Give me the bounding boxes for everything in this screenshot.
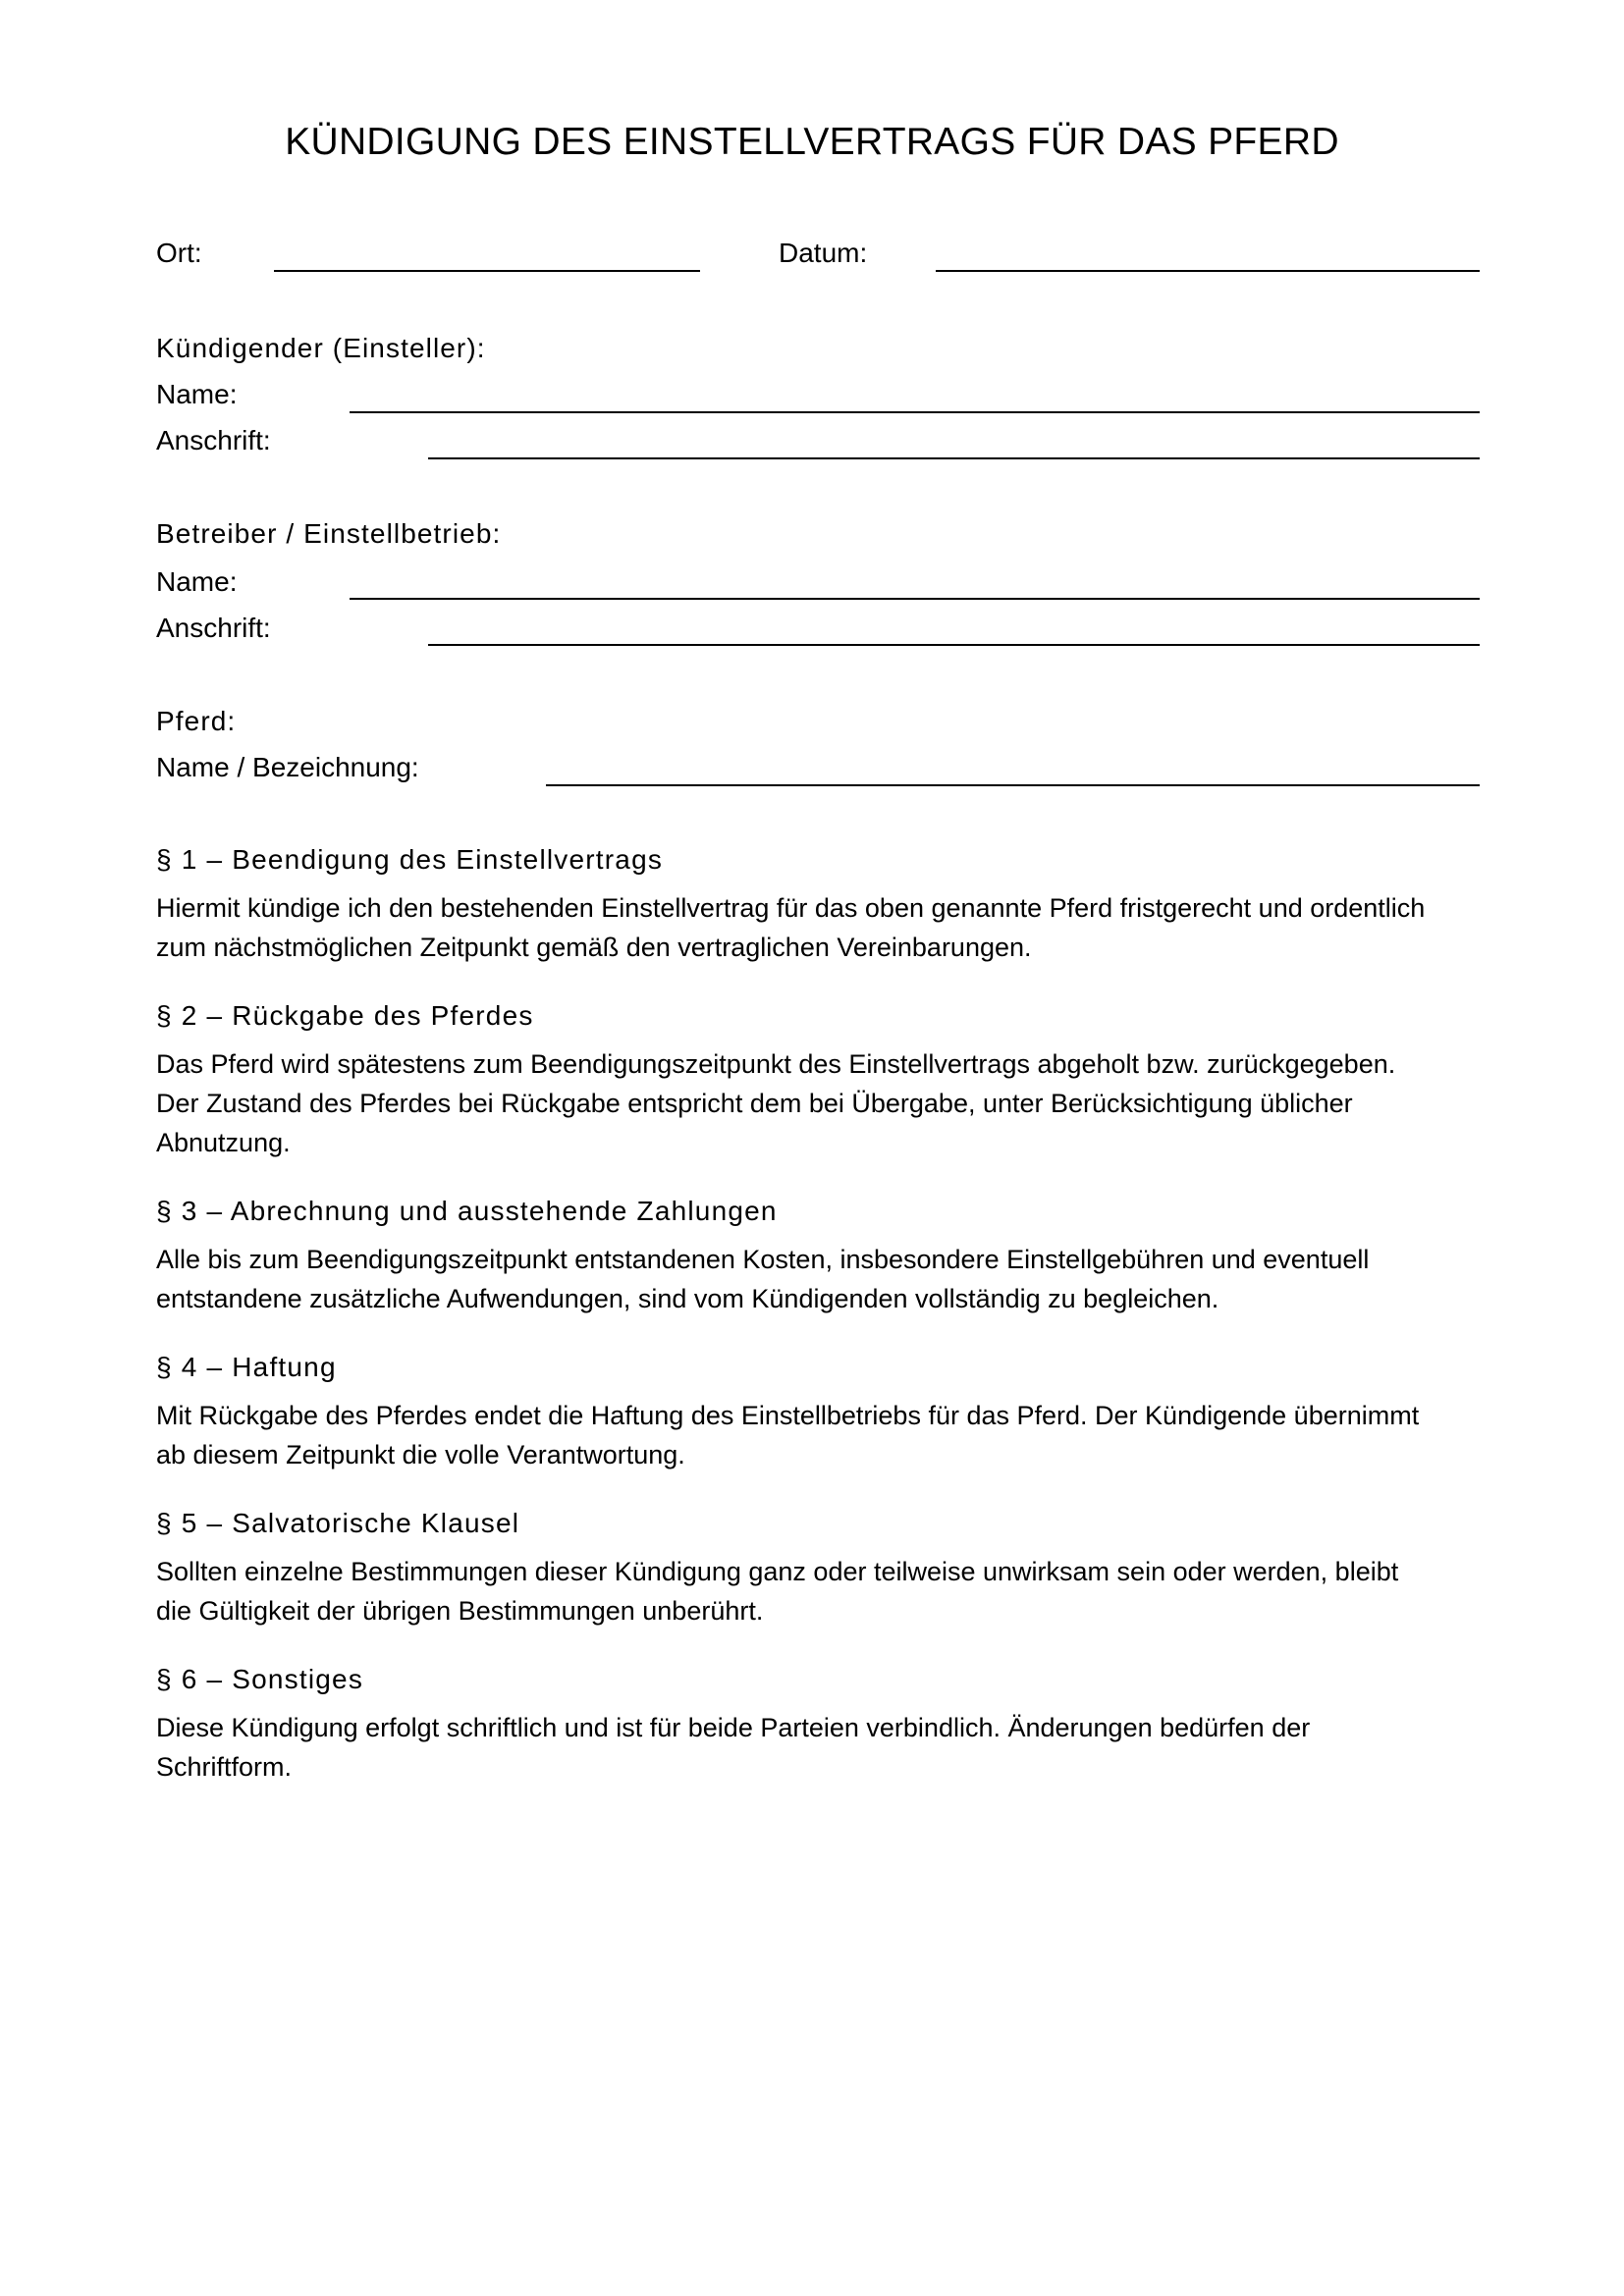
section-5-line: Sollten einzelne Bestimmungen dieser Kündigung ganz oder teilweise unwirksam sein oder werden, bleibt: [156, 1557, 1399, 1586]
section-2-line: Der Zustand des Pferdes bei Rückgabe entspricht dem bei Übergabe, unter Berücksichtigung üblicher: [156, 1089, 1353, 1118]
betreiber-name-label: Name:: [156, 566, 238, 597]
section-3-line: entstandene zusätzliche Aufwendungen, sind vom Kündigenden vollständig zu begleichen.: [156, 1284, 1219, 1313]
section-2-line: Abnutzung.: [156, 1128, 291, 1157]
kuendigender-anschrift-label: Anschrift:: [156, 425, 271, 455]
section-2-line: Das Pferd wird spätestens zum Beendigungszeitpunkt des Einstellvertrags abgeholt bzw. zurückgegeben.: [156, 1049, 1396, 1079]
section-4-heading: § 4 – Haftung: [156, 1352, 337, 1382]
kuendigender-anschrift-line[interactable]: [428, 457, 1480, 459]
section-1-line: Hiermit kündige ich den bestehenden Einstellvertrag für das oben genannte Pferd fristgerecht und ordentlich: [156, 893, 1426, 923]
pferd-bezeichnung-label: Name / Bezeichnung:: [156, 752, 419, 782]
section-3-line: Alle bis zum Beendigungszeitpunkt entstandenen Kosten, insbesondere Einstellgebühren und eventuell: [156, 1245, 1370, 1274]
section-1-heading: § 1 – Beendigung des Einstellvertrags: [156, 844, 664, 875]
document-title: KÜNDIGUNG DES EINSTELLVERTRAGS FÜR DAS PFERD: [285, 121, 1339, 163]
betreiber-heading: Betreiber / Einstellbetrieb:: [156, 518, 502, 549]
betreiber-name-line[interactable]: [350, 598, 1480, 600]
section-5-heading: § 5 – Salvatorische Klausel: [156, 1508, 520, 1538]
section-6-line: Schriftform.: [156, 1752, 293, 1782]
kuendigender-name-label: Name:: [156, 379, 238, 409]
datum-field-line[interactable]: [936, 270, 1480, 272]
kuendigender-name-line[interactable]: [350, 411, 1480, 413]
pferd-bezeichnung-line[interactable]: [546, 784, 1480, 786]
section-1-line: zum nächstmöglichen Zeitpunkt gemäß den vertraglichen Vereinbarungen.: [156, 933, 1032, 962]
section-2-body: [156, 1044, 1491, 1162]
section-4-line: ab diesem Zeitpunkt die volle Verantwortung.: [156, 1440, 685, 1469]
betreiber-anschrift-label: Anschrift:: [156, 613, 271, 643]
section-4-line: Mit Rückgabe des Pferdes endet die Haftung des Einstellbetriebs für das Pferd. Der Kündigende übernimmt: [156, 1401, 1420, 1430]
pferd-heading: Pferd:: [156, 706, 237, 736]
section-6-heading: § 6 – Sonstiges: [156, 1664, 364, 1694]
section-4-body: [156, 1396, 1491, 1474]
ort-label: Ort:: [156, 238, 202, 268]
section-3-body: [156, 1240, 1491, 1318]
section-2-heading: § 2 – Rückgabe des Pferdes: [156, 1000, 534, 1031]
ort-field-line[interactable]: [274, 270, 700, 272]
datum-label: Datum:: [779, 238, 868, 268]
kuendigender-heading: Kündigender (Einsteller):: [156, 333, 486, 363]
section-5-body: [156, 1552, 1491, 1630]
betreiber-anschrift-line[interactable]: [428, 644, 1480, 646]
section-5-line: die Gültigkeit der übrigen Bestimmungen unberührt.: [156, 1596, 764, 1626]
section-6-line: Diese Kündigung erfolgt schriftlich und ist für beide Parteien verbindlich. Änderungen bedürfen der: [156, 1713, 1311, 1742]
section-3-heading: § 3 – Abrechnung und ausstehende Zahlungen: [156, 1196, 778, 1226]
section-1-body: [156, 888, 1491, 967]
section-6-body: [156, 1708, 1491, 1787]
